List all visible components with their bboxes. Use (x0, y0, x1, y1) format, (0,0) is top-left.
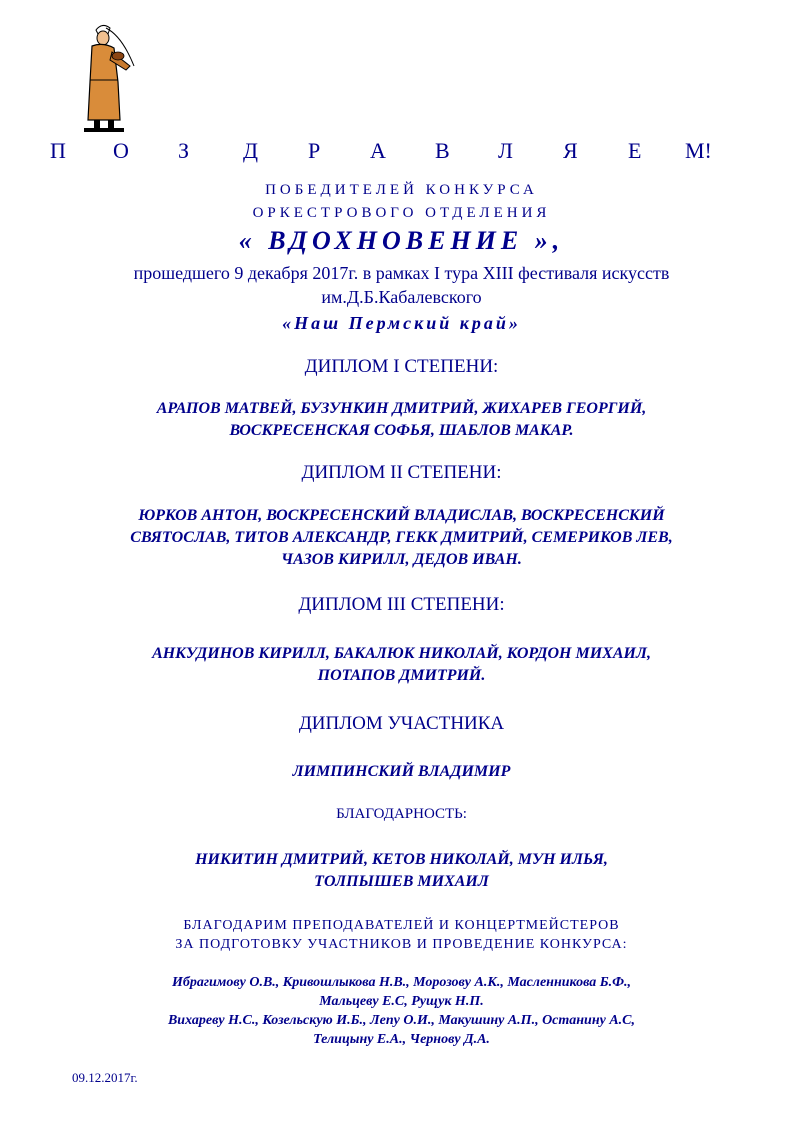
teachers-list: Телицыну Е.А., Чернову Д.А. (313, 1032, 490, 1047)
greeting-letter: Р (308, 138, 321, 163)
diploma-1-names: АРАПОВ МАТВЕЙ, БУЗУНКИН ДМИТРИЙ, ЖИХАРЕВ ГЕОРГИЙ, (156, 400, 647, 417)
thanks-title: БЛАГОДАРНОСТЬ: (336, 806, 467, 822)
diploma-3-names: ПОТАПОВ ДМИТРИЙ. (317, 667, 486, 684)
diploma-2-names: ЧАЗОВ КИРИЛЛ, ДЕДОВ ИВАН. (281, 551, 522, 568)
diploma-2-names: СВЯТОСЛАВ, ТИТОВ АЛЕКСАНДР, ГЕКК ДМИТРИЙ, СЕМЕРИКОВ ЛЕВ, (130, 529, 673, 546)
diploma-3-names: АНКУДИНОВ КИРИЛЛ, БАКАЛЮК НИКОЛАЙ, КОРДОН МИХАИЛ, (152, 645, 651, 662)
contest-name: « ВДОХНОВЕНИЕ », (238, 226, 565, 255)
diploma-3-title: ДИПЛОМ III СТЕПЕНИ: (298, 594, 505, 615)
greeting-letter: Я (563, 138, 578, 163)
header-line-1: ПОБЕДИТЕЛЕЙ КОНКУРСА (265, 182, 538, 198)
greeting-letter: Л (498, 138, 513, 163)
diploma-2-names: ЮРКОВ АНТОН, ВОСКРЕСЕНСКИЙ ВЛАДИСЛАВ, ВОСКРЕСЕНСКИЙ (138, 507, 665, 524)
teachers-caption-2: ЗА ПОДГОТОВКУ УЧАСТНИКОВ И ПРОВЕДЕНИЕ КОНКУРСА: (175, 937, 628, 952)
participant-title: ДИПЛОМ УЧАСТНИКА (298, 713, 505, 734)
diploma-1-title: ДИПЛОМ I СТЕПЕНИ: (304, 356, 499, 377)
greeting-letter: В (435, 138, 450, 163)
festival-name: «Наш Пермский край» (282, 313, 521, 333)
description-line-1: прошедшего 9 декабря 2017г. в рамках I тура XIII фестиваля искусств (133, 263, 670, 283)
thanks-names: ТОЛПЫШЕВ МИХАИЛ (314, 873, 489, 890)
violinist-logo-icon (78, 22, 140, 134)
greeting-letter: М! (685, 138, 712, 163)
greeting-letter: Д (243, 138, 259, 163)
diploma-1-names: ВОСКРЕСЕНСКАЯ СОФЬЯ, ШАБЛОВ МАКАР. (229, 422, 574, 439)
header-line-2: ОРКЕСТРОВОГО ОТДЕЛЕНИЯ (252, 205, 551, 221)
greeting-letter: З (178, 138, 190, 163)
diploma-2-title: ДИПЛОМ II СТЕПЕНИ: (301, 462, 502, 483)
greeting-letter: О (113, 138, 129, 163)
teachers-list: Мальцеву Е.С, Рущук Н.П. (319, 994, 484, 1009)
greeting-title (40, 138, 730, 168)
participant-names: ЛИМПИНСКИЙ ВЛАДИМИР (292, 763, 511, 780)
teachers-list: Ибрагимову О.В., Кривошлыкова Н.В., Морозову А.К., Масленникова Б.Ф., (171, 975, 632, 990)
thanks-names: НИКИТИН ДМИТРИЙ, КЕТОВ НИКОЛАЙ, МУН ИЛЬЯ, (195, 851, 608, 868)
description-line-2: им.Д.Б.Кабалевского (321, 287, 482, 307)
greeting-letter: П (50, 138, 66, 163)
greeting-letter: Е (628, 138, 642, 163)
document-date: 09.12.2017г. (72, 1070, 138, 1085)
teachers-caption-1: БЛАГОДАРИМ ПРЕПОДАВАТЕЛЕЙ И КОНЦЕРТМЕЙСТЕРОВ (183, 918, 620, 933)
teachers-list: Вихареву Н.С., Козельскую И.Б., Лепу О.И., Макушину А.П., Останину А.С, (167, 1013, 636, 1028)
greeting-letter: А (370, 138, 386, 163)
